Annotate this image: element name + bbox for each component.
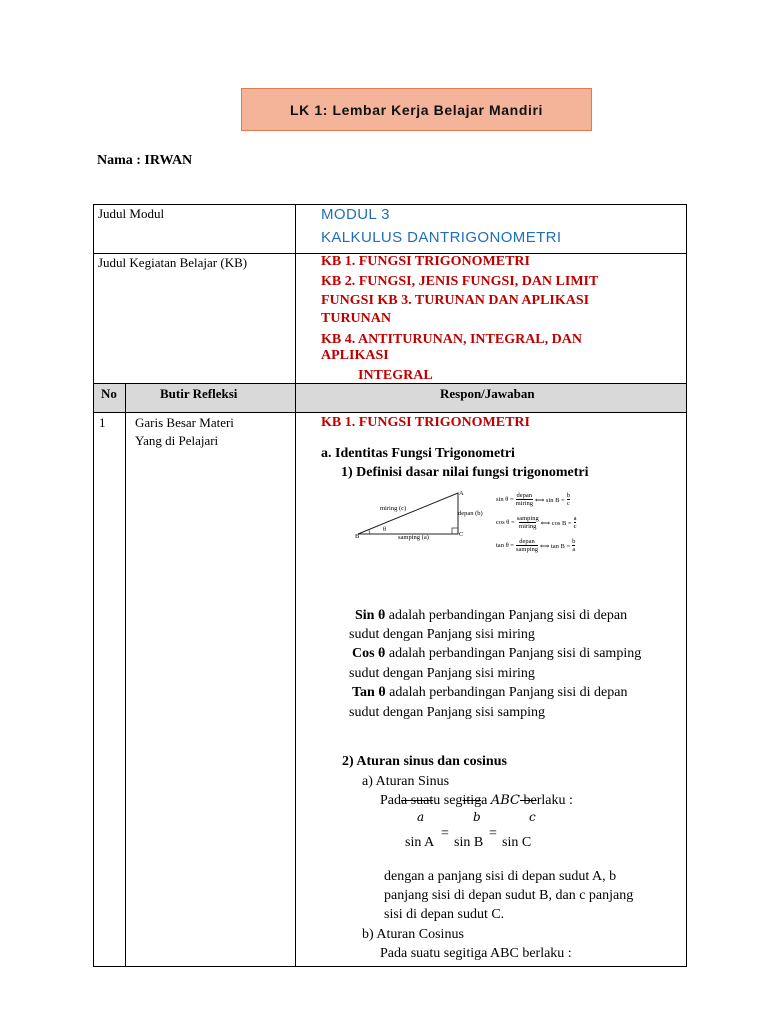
sin-fd: c [566,500,570,507]
sine-rule-description-2: panjang sisi di depan sudut B, dan c panjang [384,888,634,903]
cos-text: adalah perbandingan Panjang sisi di samping [385,646,642,661]
tan-left: tan θ = [496,542,514,549]
header-butir-refleksi: Butir Refleksi [160,386,238,401]
sine-rule-numerator-a: a [417,810,425,824]
row-number: 1 [99,415,106,430]
tan-text: adalah perbandingan Panjang sisi di depan [385,685,628,700]
kb-line: INTEGRAL [358,368,433,383]
header-no: No [101,386,117,401]
tan-fn: b [572,538,576,545]
worksheet-title-box [241,88,592,131]
kb-line: KB 2. FUNGSI, JENIS FUNGSI, DAN LIMIT [321,274,599,289]
subsection-2-heading: 2) Aturan sinus dan cosinus [342,754,507,769]
intro-a: a [481,793,491,808]
cos-definition-line-1 [352,644,641,664]
figure-vertex-c: C [459,531,464,538]
cos-term: Cos θ [352,646,386,661]
modul-title: KALKULUS DANTRIGONOMETRI [321,229,562,246]
intro-strike-1: a suat [401,793,434,808]
table-border-top [93,204,687,205]
kb-line: TURUNAN [321,311,391,326]
sin-num: depan [516,492,533,499]
kb-line: FUNGSI KB 3. TURUNAN DAN APLIKASI [321,293,590,308]
sin-definition-line-2: sudut dengan Panjang sisi miring [349,627,535,642]
tan-num: depan [519,538,535,545]
intro-pre: Pad [380,793,401,808]
aturan-sinus-heading: a) Aturan Sinus [362,774,450,789]
intro-mid: u seg [433,793,463,808]
aturan-cosinus-intro: Pada suatu segitiga ABC berlaku : [380,946,572,961]
tan-definition-line-1 [352,683,627,703]
kb-line: APLIKASI [321,348,389,363]
table-col-divider [295,204,296,967]
sin-definition-line-1 [355,606,627,626]
sin-ratio-formula [496,492,570,507]
worksheet-title: LK 1: Lembar Kerja Belajar Mandiri [289,101,544,118]
table-border-bottom [93,966,687,967]
sin-right: ⟺ sin B = [534,496,565,504]
student-name: Nama : IRWAN [97,153,193,168]
header-respon: Respon/Jawaban [440,386,535,401]
tan-den: samping [515,546,539,553]
intro-abc: ABC [490,793,520,808]
sine-rule-denominator-c: sin C [502,835,532,850]
section-a-heading: a. Identitas Fungsi Trigonometri [321,446,515,461]
tan-definition-line-2: sudut dengan Panjang sisi samping [349,705,545,720]
sin-fn: b [566,492,570,499]
row-butir-line: Yang di Pelajari [135,433,219,448]
sine-rule-description-1: dengan a panjang sisi di depan sudut A, b [384,869,617,884]
intro-strike-2: itig [462,793,482,808]
sine-rule-equals-1: = [441,826,449,841]
kb1-heading: KB 1. FUNGSI TRIGONOMETRI [321,415,530,430]
cos-definition-line-2: sudut dengan Panjang sisi miring [349,666,535,681]
cos-ratio-formula [496,515,576,530]
sine-rule-numerator-c: c [529,810,536,824]
figure-label-depan: depan (b) [458,510,483,517]
sin-term: Sin θ [355,608,386,623]
tan-fd: a [572,546,576,553]
table-col-divider [125,383,126,967]
aturan-cosinus-heading: b) Aturan Cosinus [362,927,464,942]
cos-left: cos θ = [496,519,515,526]
sin-den: miring [515,500,533,507]
figure-label-miring: miring (c) [380,505,407,512]
intro-strike-3: be [519,793,537,808]
sine-rule-denominator-a: sin A [405,835,435,850]
cos-den: miring [519,523,537,530]
row-butir-line: Garis Besar Materi [135,415,234,430]
figure-vertex-b: B [355,533,360,540]
figure-label-samping: samping (a) [398,534,429,541]
sine-rule-description-3: sisi di depan sudut C. [384,907,505,922]
kb-line: KB 1. FUNGSI TRIGONOMETRI [321,254,530,269]
kb-line: KB 4. ANTITURUNAN, INTEGRAL, DAN [321,332,582,347]
sine-rule-equals-2: = [489,826,497,841]
modul-label: Judul Modul [98,206,165,221]
table-border-right [686,204,687,967]
modul-number: MODUL 3 [321,206,390,223]
table-border-left [93,204,94,967]
figure-label-theta: θ [383,526,387,533]
cos-num: samping [516,515,539,522]
intro-end: rlaku : [536,793,573,808]
figure-vertex-a: A [459,490,464,497]
cos-fd: c [573,523,577,530]
tan-ratio-formula [496,538,575,553]
table-rule [93,412,687,413]
sin-left: sin θ = [496,496,514,503]
sine-rule-denominator-b: sin B [454,835,484,850]
tan-term: Tan θ [352,685,386,700]
sine-rule-numerator-b: b [473,810,481,824]
subsection-1-heading: 1) Definisi dasar nilai fungsi trigonometri [341,465,589,480]
aturan-sinus-intro [380,791,573,811]
sin-text: adalah perbandingan Panjang sisi di depan [385,608,628,623]
tan-right: ⟺ tan B = [540,542,571,550]
cos-right: ⟺ cos B = [540,519,572,527]
kb-label: Judul Kegiatan Belajar (KB) [98,255,248,270]
cos-fn: a [573,515,577,522]
